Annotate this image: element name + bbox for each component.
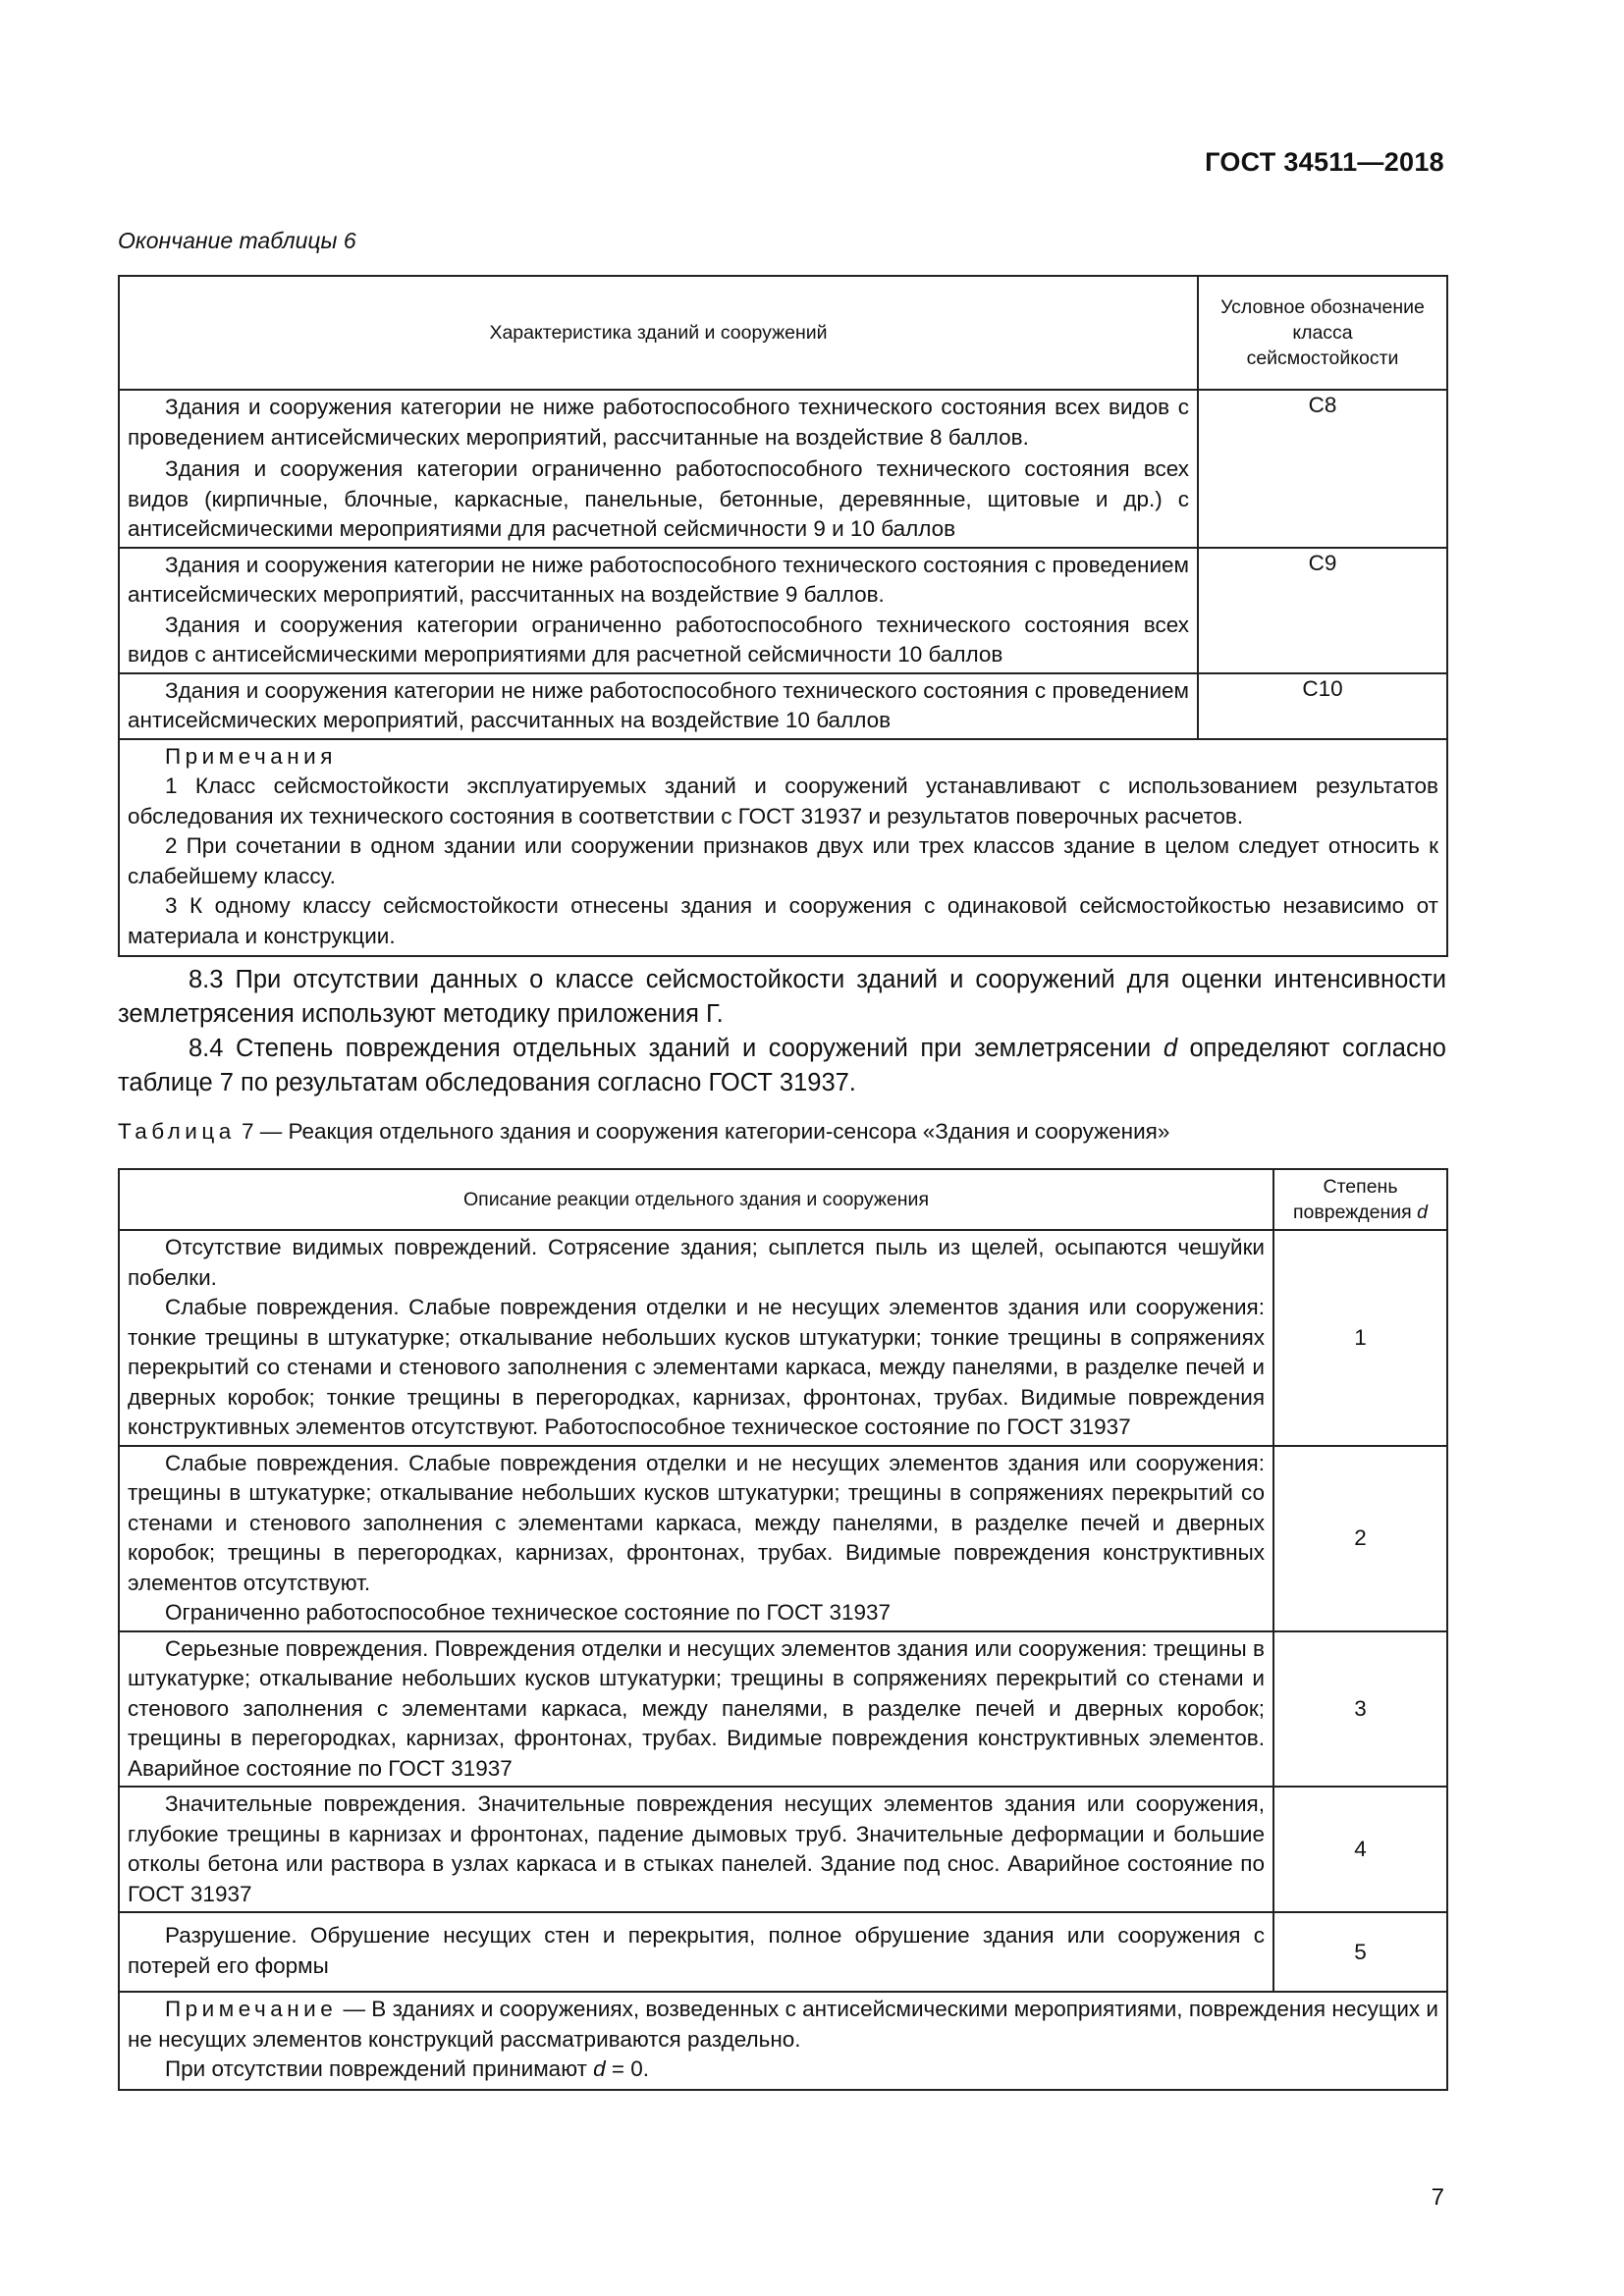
table6-row1-code: С8 (1198, 390, 1447, 548)
table7-row4-para1: Значительные повреждения. Значительные повреждения несущих элементов здания или сооружения, глубокие трещины в карнизах и фронтонах, падение дымовых труб. Значительные деформации и большие отколы бетона или раствора в узлах каркаса и в стыках панелей. Здание под снос. Аварийное состояние по ГОСТ 31937 (128, 1791, 1265, 1906)
paragraph-8-4-text-b: определяют согласно таблице 7 по результатам обследования согласно ГОСТ 31937. (118, 1035, 1446, 1096)
table7-row3-para1: Серьезные повреждения. Повреждения отделки и несущих элементов здания или сооружения: трещины в штукатурке; откалывание небольших кусков штукатурки; трещины в сопряжениях перекрытий со стенами и стенового заполнения с элементами каркаса, между панелями, в разделке печей и дверных коробок; трещины в перегородках, карнизах, фронтонах, трубах. Видимые повреждения конструктивных элементов. Аварийное состояние по ГОСТ 31937 (128, 1635, 1265, 1781)
table6-header-row (119, 276, 1447, 390)
table7-row4-text (119, 1787, 1273, 1912)
table6-row3-text (119, 673, 1198, 739)
table6-caption: Окончание таблицы 6 (118, 228, 356, 253)
table7-col2-header-text: Степень повреждения (1292, 1176, 1412, 1223)
table6-col1-header: Характеристика зданий и сооружений (119, 276, 1198, 390)
document-code: ГОСТ 34511—2018 (1205, 147, 1444, 177)
table7-note-text: — В зданиях и сооружениях, возведенных с антисейсмическими мероприятиями, повреждения несущих и не несущих элементов конструкций рассматриваются раздельно. (128, 1997, 1438, 2052)
table6-row1-para1: Здания и сооружения категории не ниже работоспособного технического состояния всех видов с проведением антисейсмических мероприятий, рассчитанные на воздействие 8 баллов. (128, 395, 1189, 450)
table-row (119, 1230, 1447, 1446)
paragraph-8-3-text: 8.3 При отсутствии данных о классе сейсмостойкости зданий и сооружений для оценки интенсивности землетрясения используют методику приложения Г. (118, 966, 1446, 1028)
notes-title: Примечания (165, 743, 337, 769)
table-row (119, 1631, 1447, 1788)
table7-row4-degree: 4 (1273, 1787, 1447, 1912)
table7-note2-text-a: При отсутствии повреждений принимают (165, 2056, 594, 2081)
table7-col2-var: d (1417, 1201, 1428, 1223)
paragraph-8-4-var: d (1163, 1035, 1177, 1062)
table7-row2-para2: Ограниченно работоспособное техническое состояние по ГОСТ 31937 (165, 1600, 892, 1625)
table-row (119, 548, 1447, 673)
table-row (119, 390, 1447, 548)
paragraph-8-4-text-a: 8.4 Степень повреждения отдельных зданий и сооружений при землетрясении (189, 1035, 1164, 1062)
table6-row2-text (119, 548, 1198, 673)
table6-notes-row (119, 739, 1447, 957)
table7-row3-text (119, 1631, 1273, 1788)
table7-row1-text (119, 1230, 1273, 1446)
table6-col2-header: Условное обозначение класса сейсмостойкости (1198, 276, 1447, 390)
table6-row1-text (119, 390, 1198, 548)
table6-note-1: 1 Класс сейсмостойкости эксплуатируемых зданий и сооружений устанавливают с использованием результатов обследования их технического состояния в соответствии с ГОСТ 31937 и результатов поверочных расчетов. (128, 774, 1438, 828)
table6-row2-para2: Здания и сооружения категории ограниченно работоспособного технического состояния всех видов с антисейсмическими мероприятиями для расчетной сейсмичности 10 баллов (128, 612, 1189, 667)
table7-notes (119, 1992, 1447, 2090)
table7-notes-row (119, 1992, 1447, 2090)
table6-note-2: 2 При сочетании в одном здании или сооружении признаков двух или трех классов здание в целом следует относить к слабейшему классу. (128, 833, 1438, 888)
table-6 (118, 275, 1448, 957)
table7-caption-text: 7 — Реакция отдельного здания и сооружения категории-сенсора «Здания и сооружения» (235, 1119, 1170, 1144)
table7-row2-text (119, 1446, 1273, 1631)
table6-row3-para1: Здания и сооружения категории не ниже работоспособного технического состояния с проведением антисейсмических мероприятий, рассчитанных на воздействие 10 баллов (128, 677, 1189, 732)
table7-note-label: Примечание (165, 1997, 338, 2021)
table-7 (118, 1168, 1448, 2091)
table7-caption-label: Таблица (118, 1119, 236, 1144)
table7-note2-var: d (593, 2056, 606, 2081)
table7-row2-degree: 2 (1273, 1446, 1447, 1631)
table7-row1-degree: 1 (1273, 1230, 1447, 1446)
paragraph-8-3 (118, 963, 1446, 1032)
table-row (119, 1912, 1447, 1992)
table7-caption (118, 1119, 1169, 1145)
table7-row2-para1: Слабые повреждения. Слабые повреждения отделки и не несущих элементов здания или сооружения: трещины в штукатурке; откалывание небольших кусков штукатурки; трещины в сопряжениях перекрытий со стенами и стенового заполнения с элементами каркаса, между панелями, в разделке печей и дверных коробок; трещины в перегородках, карнизах, фронтонах, трубах. Видимые повреждения конструктивных элементов отсутствуют. (128, 1450, 1265, 1595)
table7-row3-degree: 3 (1273, 1631, 1447, 1788)
paragraph-8-4 (118, 1032, 1446, 1100)
table7-col2-header (1273, 1169, 1447, 1230)
table-row (119, 1446, 1447, 1631)
table6-row1-para2: Здания и сооружения категории ограниченно работоспособного технического состояния всех видов (кирпичные, блочные, каркасные, панельные, бетонные, деревянные, щитовые и др.) с антисейсмическими мероприятиями для расчетной сейсмичности 9 и 10 баллов (128, 456, 1189, 541)
table6-note-3: 3 К одному классу сейсмостойкости отнесены здания и сооружения с одинаковой сейсмостойкостью независимо от материала и конструкции. (128, 893, 1438, 948)
table6-row2-code: С9 (1198, 548, 1447, 673)
table7-header-row (119, 1169, 1447, 1230)
table7-row5-para1: Разрушение. Обрушение несущих стен и перекрытия, полное обрушение здания или сооружения с потерей его формы (128, 1923, 1265, 1978)
table7-note2-text-b: = 0. (605, 2056, 650, 2081)
table6-row2-para1: Здания и сооружения категории не ниже работоспособного технического состояния с проведением антисейсмических мероприятий, рассчитанных на воздействие 9 баллов. (128, 552, 1189, 607)
table6-notes (119, 739, 1447, 957)
page-number: 7 (1431, 2184, 1444, 2211)
table7-row1-para1: Отсутствие видимых повреждений. Сотрясение здания; сыплется пыль из щелей, осыпаются чешуйки побелки. (128, 1235, 1265, 1290)
table7-row5-text (119, 1912, 1273, 1992)
table-row (119, 1787, 1447, 1912)
table7-row1-para2: Слабые повреждения. Слабые повреждения отделки и не несущих элементов здания или сооружения: тонкие трещины в штукатурке; откалывание небольших кусков штукатурки; тонкие трещины в сопряжениях перекрытий со стенами и стенового заполнения с элементами каркаса, между панелями, в разделке печей и дверных коробок; тонкие трещины в перегородках, карнизах, фронтонах, трубах. Видимые повреждения конструктивных элементов отсутствуют. Работоспособное техническое состояние по ГОСТ 31937 (128, 1295, 1265, 1439)
table-row (119, 673, 1447, 739)
table7-row5-degree: 5 (1273, 1912, 1447, 1992)
table6-row3-code: С10 (1198, 673, 1447, 739)
table7-col1-header: Описание реакции отдельного здания и сооружения (119, 1169, 1273, 1230)
